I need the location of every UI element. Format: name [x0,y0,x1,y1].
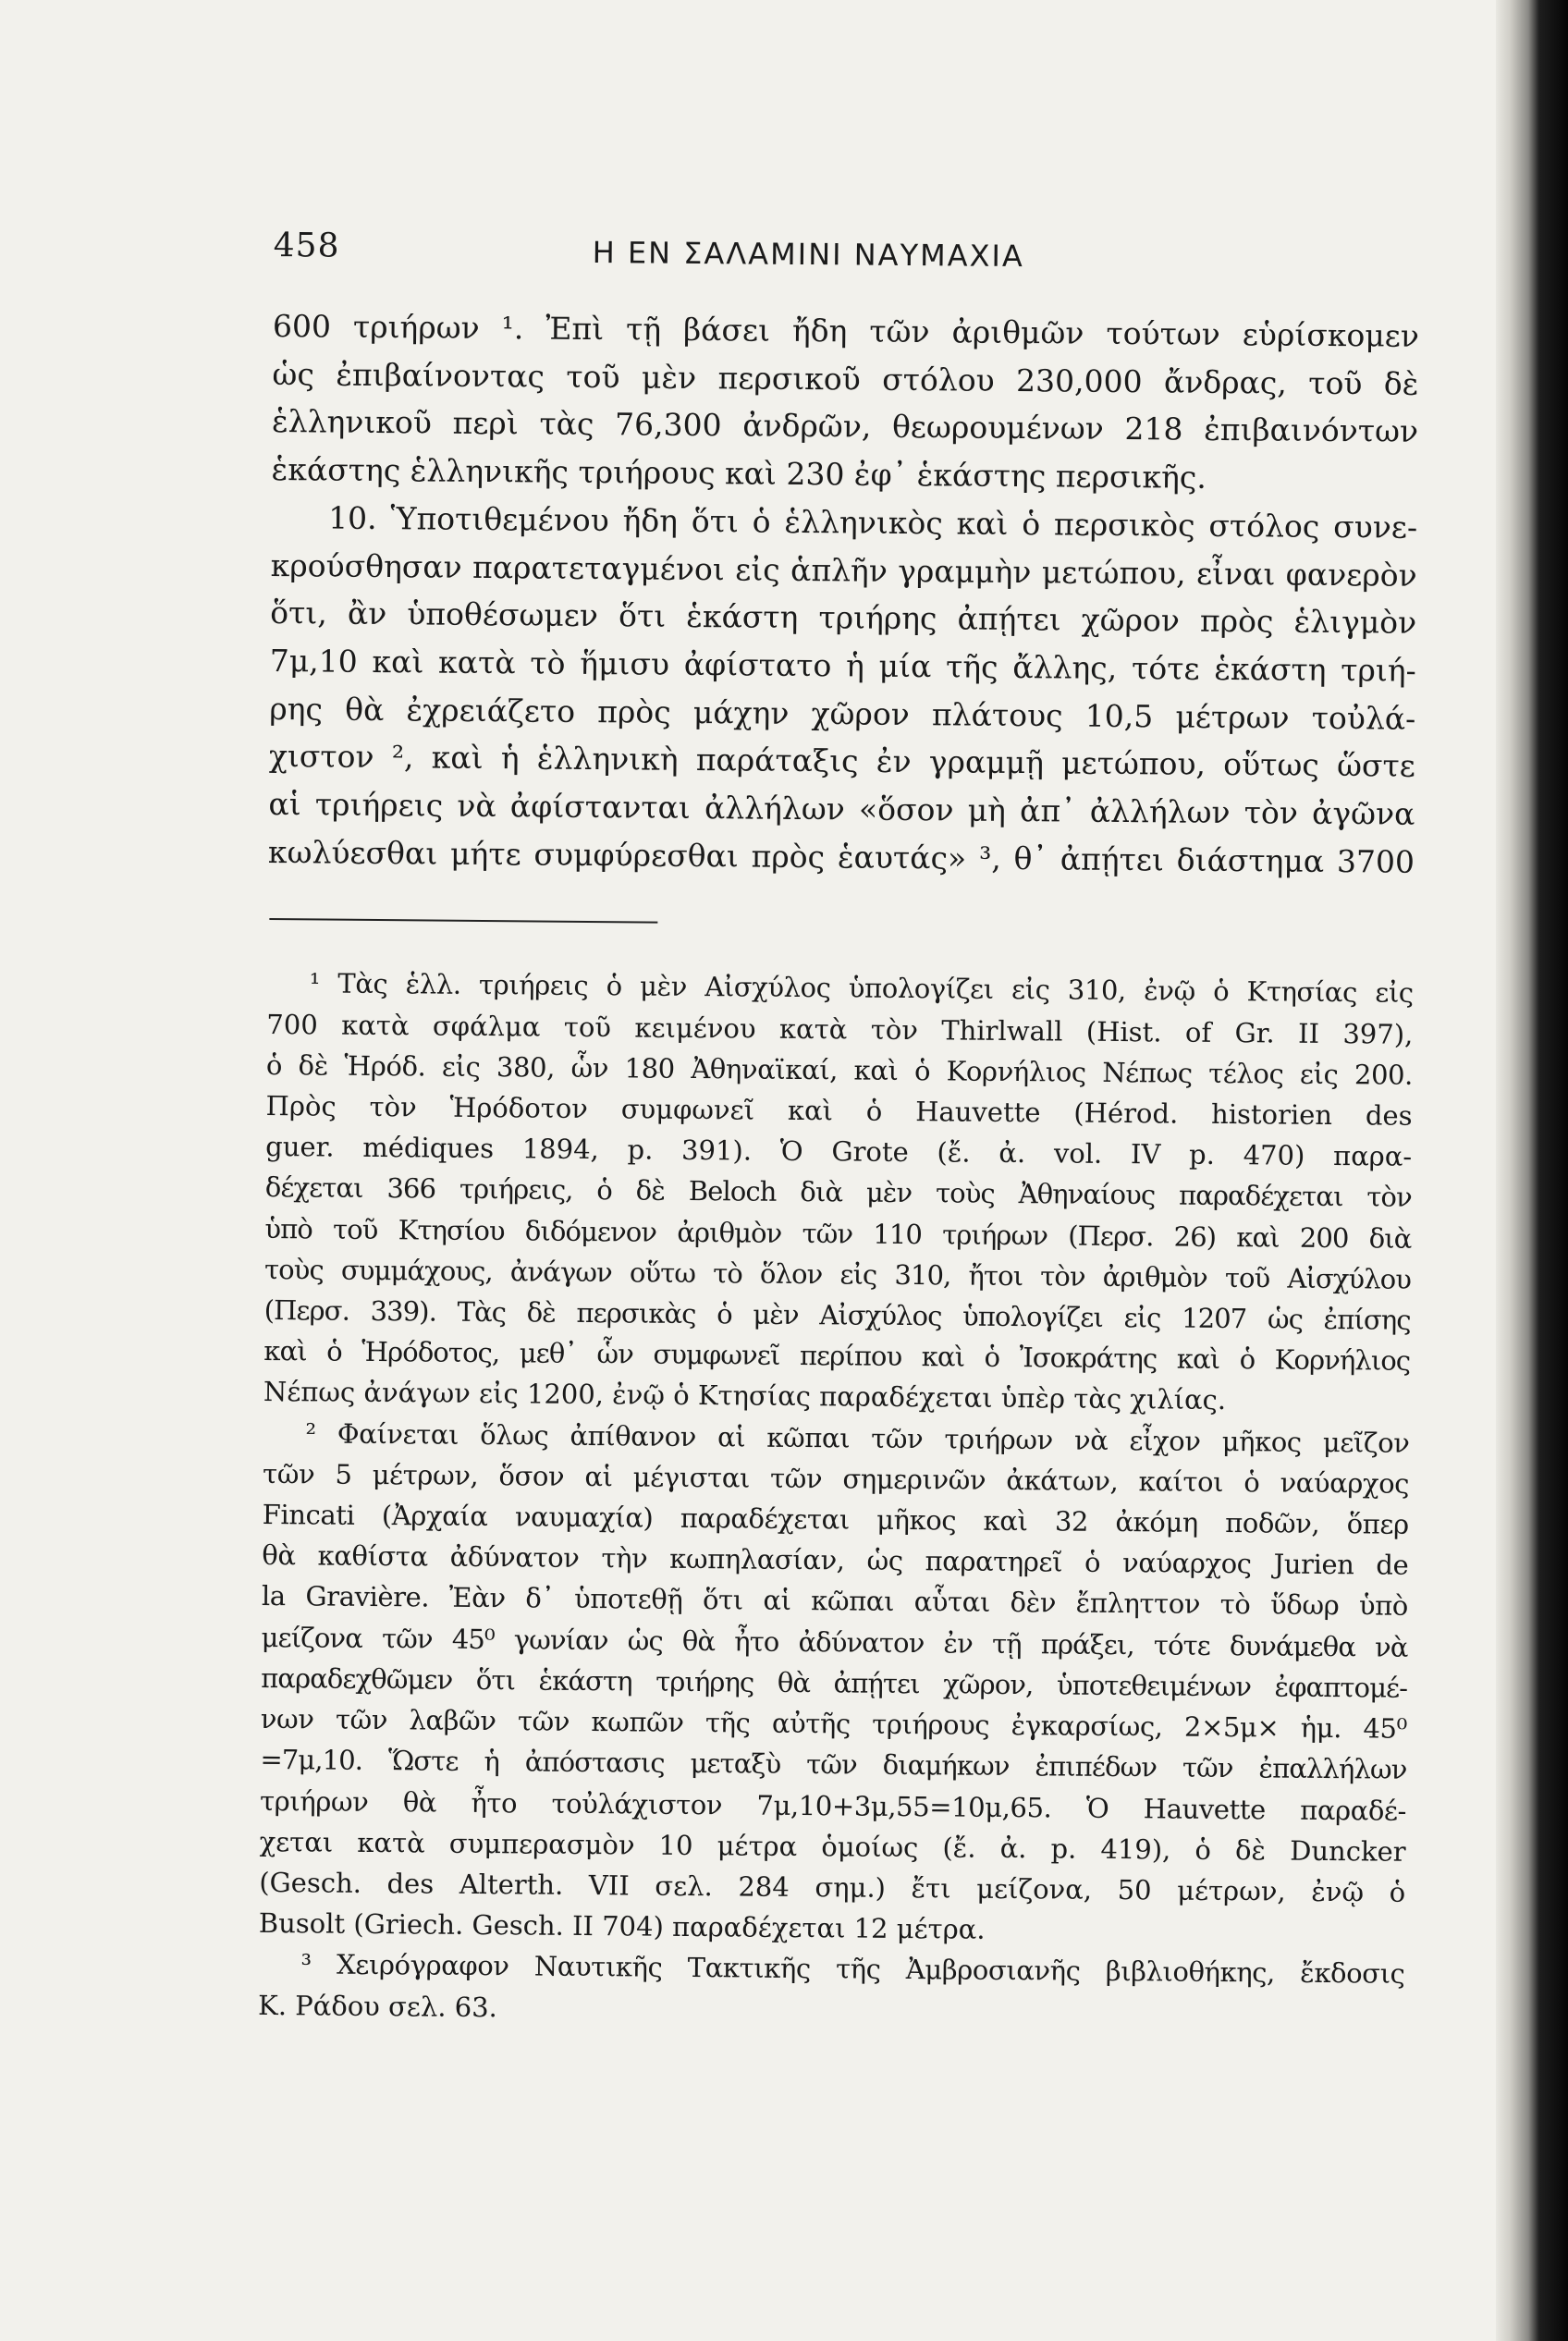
text-line: ἑκάστης ἑλληνικῆς τριήρους καὶ 230 ἐφ᾿ ἑκάστης περσικῆς. [271,451,1207,496]
footnote-line: δέχεται 366 τριήρεις, ὁ δὲ Beloch διὰ μὲν τοὺς Ἀθηναίους παραδέχεται τὸν [264,1171,1412,1214]
footnote-line: τῶν 5 μέτρων, ὅσον αἱ μέγισται τῶν σημερινῶν ἀκάτων, καίτοι ὁ ναύαρχος [262,1457,1410,1500]
text-line: 7μ,10 καὶ κατὰ τὸ ἥμισυ ἀφίστατο ἡ μία τῆς ἄλλης, τότε ἑκάστη τριή- [269,642,1416,689]
footnote-line: Κ. Ράδου σελ. 63. [257,1989,497,2023]
footnote-line: ὁ δὲ Ἡρόδ. εἰς 380, ὧν 180 Ἀθηναϊκαί, καὶ ὁ Κορνήλιος Νέπως τέλος εἰς 200. [265,1048,1414,1091]
footnote-line: (Περσ. 339). Τὰς δὲ περσικὰς ὁ μὲν Αἰσχύλος ὑπολογίζει εἰς 1207 ὡς ἐπίσης [263,1294,1411,1336]
text-line: κρούσθησαν παρατεταγμένοι εἰς ἁπλῆν γραμμὴν μετώπου, εἶναι φανερὸν [270,546,1417,594]
main-text [268,302,1419,886]
text-line: 10. Ὑποτιθεμένου ἤδη ὅτι ὁ ἑλληνικὸς καὶ ὁ περσικὸς στόλος συνε- [327,499,1418,545]
footnote-first-line: ² Φαίνεται ὅλως ἀπίθανον αἱ κῶπαι τῶν τριήρων νὰ εἶχον μῆκος μεῖζον [305,1417,1410,1459]
text-line: ἑλληνικοῦ περὶ τὰς 76,300 ἀνδρῶν, θεωρουμένων 218 ἐπιβαινόντων [271,403,1419,450]
footnote-line: la Gravière. Ἐὰν δ᾿ ὑποτεθῇ ὅτι αἱ κῶπαι αὗται δὲν ἔπληττον τὸ ὕδωρ ὑπὸ [261,1580,1409,1623]
text-line: 600 τριήρων ¹. Ἐπὶ τῇ βάσει ἤδη τῶν ἀριθμῶν τούτων εὑρίσκομεν [272,307,1420,354]
book-spine-shadow [1496,0,1568,2341]
footnote-line: τοὺς συμμάχους, ἀνάγων οὕτω τὸ ὅλον εἰς 310, ἤτοι τὸν ἀριθμὸν τοῦ Αἰσχύλου [263,1253,1412,1295]
footnote-line: 700 κατὰ σφάλμα τοῦ κειμένου κατὰ τὸν Thirlwall (Hist. of Gr. II 397), [266,1008,1414,1050]
footnote-line: νων τῶν λαβῶν τῶν κωπῶν τῆς αὐτῆς τριήρους ἐγκαρσίως, 2×5μ× ἡμ. 45⁰ [260,1703,1407,1745]
book-page [258,217,1420,2035]
text-line: κωλύεσθαι μήτε συμφύρεσθαι πρὸς ἑαυτάς» ³, θ᾿ ἀπῄτει διάστημα 3700 [267,833,1415,880]
footnote-divider [269,918,657,924]
footnotes [258,962,1414,2035]
text-line: χιστον ², καὶ ἡ ἑλληνικὴ παράταξις ἐν γραμμῇ μετώπου, οὕτως ὥστε [268,738,1416,785]
text-line: ὅτι, ἂν ὑποθέσωμεν ὅτι ἑκάστη τριήρης ἀπῄτει χῶρον πρὸς ἑλιγμὸν [270,594,1417,642]
footnote-line: παραδεχθῶμεν ὅτι ἑκάστη τριήρης θὰ ἀπῄτει χῶρον, ὑποτεθειμένων ἐφαπτομέ- [261,1661,1408,1704]
footnote-line: ὑπὸ τοῦ Κτησίου διδόμενον ἀριθμὸν τῶν 110 τριήρων (Περσ. 26) καὶ 200 διὰ [264,1212,1412,1255]
footnote-first-line: ¹ Τὰς ἑλλ. τριήρεις ὁ μὲν Αἰσχύλος ὑπολογίζει εἰς 310, ἐνῷ ὁ Κτησίας εἰς [309,967,1414,1010]
footnote-line: =7μ,10. Ὥστε ἡ ἀπόστασις μεταξὺ τῶν διαμήκων ἐπιπέδων τῶν ἐπαλλήλων [260,1744,1407,1786]
footnote-line: θὰ καθίστα ἀδύνατον τὴν κωπηλασίαν, ὡς παρατηρεῖ ὁ ναύαρχος Jurien de [262,1539,1409,1582]
text-line: ρης θὰ ἐχρειάζετο πρὸς μάχην χῶρον πλάτους 10,5 μέτρων τοὐλά- [269,690,1416,737]
footnote-line: Πρὸς τὸν Ἡρόδοτον συμφωνεῖ καὶ ὁ Hauvette (Hérod. historien des [265,1090,1413,1132]
footnote-line: guer. médiques 1894, p. 391). Ὁ Grote (ἔ. ἀ. vol. IV p. 470) παρα- [265,1131,1413,1173]
footnote-first-line: ³ Χειρόγραφον Ναυτικῆς Τακτικῆς τῆς Ἀμβροσιανῆς βιβλιοθήκης, ἔκδοσις [300,1948,1405,1991]
footnote-line: μείζονα τῶν 45⁰ γωνίαν ὡς θὰ ἦτο ἀδύνατον ἐν τῇ πράξει, τότε δυνάμεθα νὰ [261,1621,1408,1663]
running-title: Η ΕΝ ΣΑΛΑΜΙΝΙ ΝΑΥΜΑΧΙΑ [592,235,1025,275]
page-number: 458 [273,226,340,265]
footnote-line: Νέπως ἀνάγων εἰς 1200, ἐνῷ ὁ Κτησίας παραδέχεται ὑπὲρ τὰς χιλίας. [263,1376,1227,1416]
footnote-line: Busolt (Griech. Gesch. II 704) παραδέχεται 12 μέτρα. [258,1907,986,1945]
footnote-line: Fincati (Ἀρχαία ναυμαχία) παραδέχεται μῆκος καὶ 32 ἀκόμη ποδῶν, ὅπερ [262,1499,1409,1540]
footnote-line: καὶ ὁ Ἡρόδοτος, μεθ᾿ ὧν συμφωνεῖ περίπου καὶ ὁ Ἰσοκράτης καὶ ὁ Κορνήλιος [263,1335,1411,1378]
text-line: ὡς ἐπιβαίνοντας τοῦ μὲν περσικοῦ στόλου 230,000 ἄνδρας, τοῦ δὲ [272,355,1419,402]
page-header [273,217,1419,283]
footnote-line: τριήρων θὰ ἦτο τοὐλάχιστον 7μ,10+3μ,55=10μ,65. Ὁ Hauvette παραδέ- [259,1784,1407,1827]
footnote-line: χεται κατὰ συμπερασμὸν 10 μέτρα ὁμοίως (ἔ. ἀ. p. 419), ὁ δὲ Duncker [259,1825,1406,1868]
footnote-line: (Gesch. des Alterth. VII σελ. 284 σημ.) ἔτι μείζονα, 50 μέτρων, ἐνῷ ὁ [259,1866,1406,1908]
text-line: αἱ τριήρεις νὰ ἀφίστανται ἀλλήλων «ὅσον μὴ ἀπ᾿ ἀλλήλων τὸν ἀγῶνα [268,786,1415,832]
